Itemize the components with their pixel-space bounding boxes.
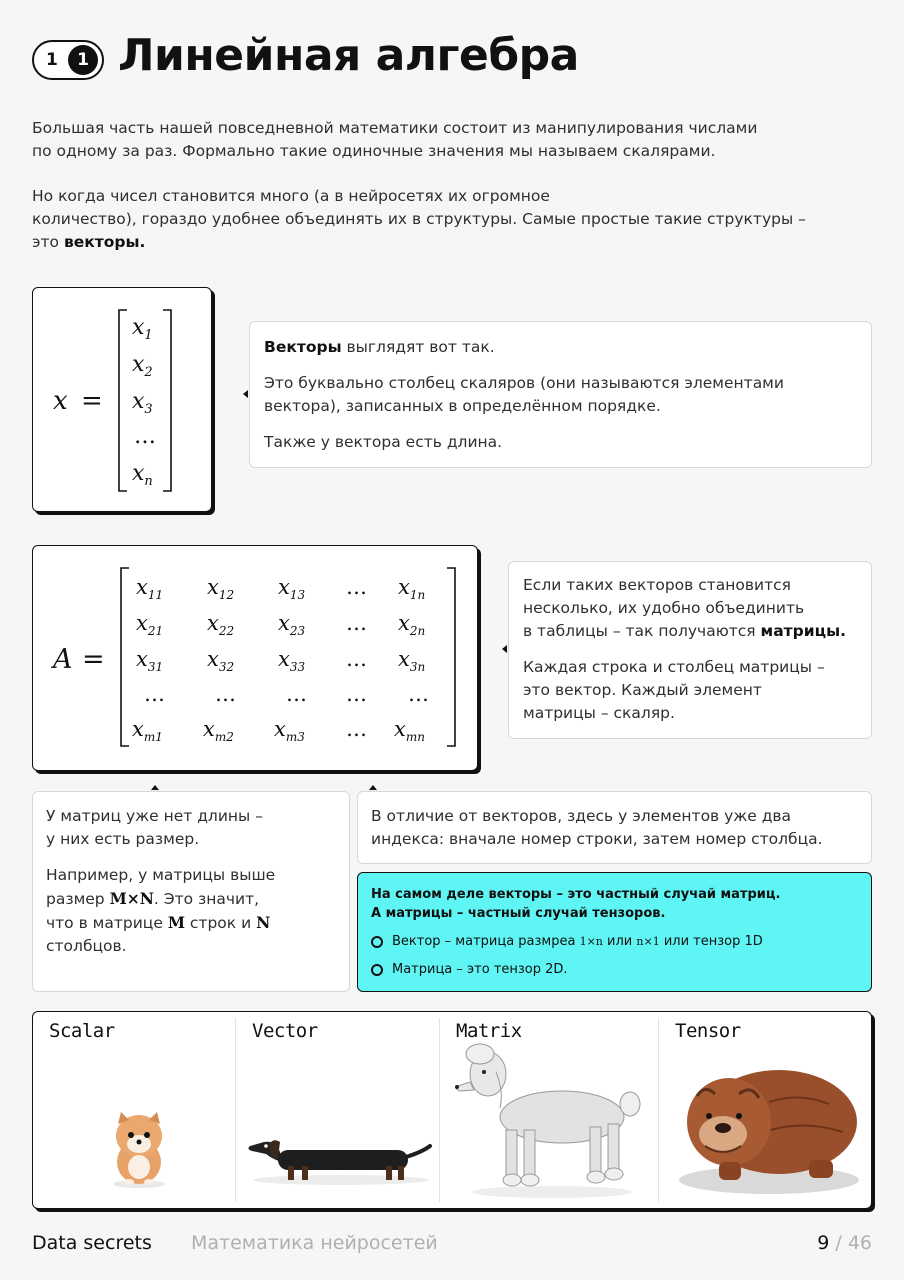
intro-paragraph-1 (32, 117, 842, 163)
matrix-cell: $x_{3n}$ (398, 647, 426, 674)
vector-card-p2: Это буквально столбец скаляров (они называются элементами вектора), записанных в определённом порядке. (264, 374, 784, 415)
matrix-ellipsis: … (346, 682, 367, 706)
matrix-size-card (32, 791, 350, 992)
equals-sign: = (82, 644, 105, 675)
matrix-ellipsis: … (346, 575, 367, 599)
bullet-icon (371, 936, 383, 948)
matrix-cell: $x_{2n}$ (398, 611, 426, 638)
matrix-cell: $x_{1n}$ (398, 575, 426, 602)
intro-p1-line1: Большая часть нашей повседневной математики состоит из манипулирования числами (32, 119, 758, 137)
vector-label: Vector (252, 1020, 318, 1042)
matrix-cell: $x_{31}$ (136, 647, 164, 674)
matrix-ellipsis: … (346, 717, 367, 741)
vector-element-2: $x_2$ (132, 352, 153, 380)
matrix-description-card (508, 561, 872, 739)
left-bracket (119, 310, 127, 491)
page-title: Линейная алгебра (118, 30, 579, 81)
note-lead-line2: А матрицы – частный случай тензоров. (371, 906, 666, 921)
index-card-line2: индекса: вначале номер строки, затем номер столбца. (371, 830, 823, 848)
intro-paragraph-2 (32, 185, 842, 254)
matrix-cell: $x_{32}$ (207, 647, 235, 674)
vector-formula-box (32, 287, 212, 512)
matrix-ellipsis: … (144, 682, 165, 706)
note-bullet-matrix: Матрица – это тензор 2D. (371, 960, 858, 979)
vector-element-1: $x_1$ (132, 315, 153, 343)
matrix-formula (33, 546, 477, 770)
matrix-ellipsis: … (215, 682, 236, 706)
page-counter: 9 / 46 (817, 1232, 872, 1254)
intro-p1-line2: по одному за раз. Формально такие одиночные значения мы называем скалярами. (32, 142, 716, 160)
matrix-cell: $x_{11}$ (136, 575, 164, 602)
vector-element-n: $x_n$ (132, 461, 153, 489)
size-card-p2: Например, у матрицы выше размер M×N. Это значит, что в матрице M строк и N столбцов. (46, 866, 276, 955)
vector-card-p3: Также у вектора есть длина. (264, 433, 503, 451)
matrix-cell: $x_{mn}$ (394, 717, 425, 744)
right-bracket (447, 568, 455, 746)
matrix-cell: $x_{23}$ (278, 611, 306, 638)
matrix-cell: $x_{12}$ (207, 575, 235, 602)
pointer-arrow (502, 645, 507, 653)
intro-p2-line1: Но когда чисел становится много (а в нейросетях их огромное (32, 187, 550, 205)
scalar-panel (33, 1012, 235, 1208)
bullet-icon (371, 964, 383, 976)
matrix-cell: $x_{33}$ (278, 647, 306, 674)
note-lead-line1: На самом деле векторы – это частный случай матриц. (371, 887, 781, 902)
matrix-cell: $x_{m2}$ (203, 717, 234, 744)
matrix-panel (440, 1012, 658, 1208)
matrix-ellipsis: … (346, 611, 367, 635)
matrix-formula-box (32, 545, 478, 771)
matrix-cell: $x_{22}$ (207, 611, 235, 638)
vector-panel (236, 1012, 439, 1208)
matrix-cell: $x_{m1}$ (132, 717, 163, 744)
tensor-label: Tensor (675, 1020, 741, 1042)
vector-lhs: x (53, 386, 68, 416)
footer-brand: Data secrets (32, 1232, 152, 1254)
matrix-card-p1: Если таких векторов становится несколько, их удобно объединить в таблицы – так получаются матрицы. (523, 576, 847, 640)
scalar-label: Scalar (49, 1020, 115, 1042)
matrix-ellipsis: … (408, 682, 429, 706)
total-pages: 46 (847, 1232, 872, 1254)
term-matrices: матрицы. (760, 622, 847, 640)
tensor-panel (659, 1012, 871, 1208)
index-card-line1: В отличие от векторов, здесь у элементов уже два (371, 807, 792, 825)
vector-description-card (249, 321, 872, 468)
matrix-lhs: A (53, 644, 73, 675)
pointer-arrow (151, 785, 159, 790)
term-vectors: векторы. (63, 233, 146, 251)
matrix-card-p2: Каждая строка и столбец матрицы – это вектор. Каждый элемент матрицы – скаляр. (523, 658, 825, 722)
matrix-cell: $x_{13}$ (278, 575, 306, 602)
vector-formula (33, 288, 211, 511)
matrix-label: Matrix (456, 1020, 522, 1042)
intro-p2-line2: количество), гораздо удобнее объединять их в структуры. Самые простые такие структуры – (32, 210, 806, 228)
right-bracket (163, 310, 171, 491)
intro-p2-line3: это векторы. (32, 233, 146, 251)
matrix-ellipsis: … (286, 682, 307, 706)
matrix-index-card (357, 791, 872, 864)
dog-illustration-panel (32, 1011, 872, 1209)
section-number: 1 (46, 50, 58, 70)
footer-subtitle: Математика нейросетей (191, 1232, 438, 1254)
note-bullet-vector: Вектор – матрица размреа 1×n или n×1 или тензор 1D (371, 932, 858, 951)
vector-ellipsis: … (134, 424, 156, 449)
size-card-p1: У матриц уже нет длины – у них есть размер. (46, 807, 263, 848)
matrix-cell: $x_{21}$ (136, 611, 164, 638)
matrix-cell: $x_{m3}$ (274, 717, 305, 744)
section-badge (32, 40, 104, 80)
tensor-note-callout (357, 872, 872, 992)
current-page: 9 (817, 1232, 830, 1254)
subsection-number: 1 (68, 45, 98, 75)
matrix-ellipsis: … (346, 647, 367, 671)
equals-sign: = (81, 386, 103, 416)
pointer-arrow (369, 785, 377, 790)
vector-card-p1: Векторы выглядят вот так. (264, 338, 495, 356)
left-bracket (121, 568, 129, 746)
pointer-arrow (243, 390, 248, 398)
vector-element-3: $x_3$ (132, 389, 153, 417)
